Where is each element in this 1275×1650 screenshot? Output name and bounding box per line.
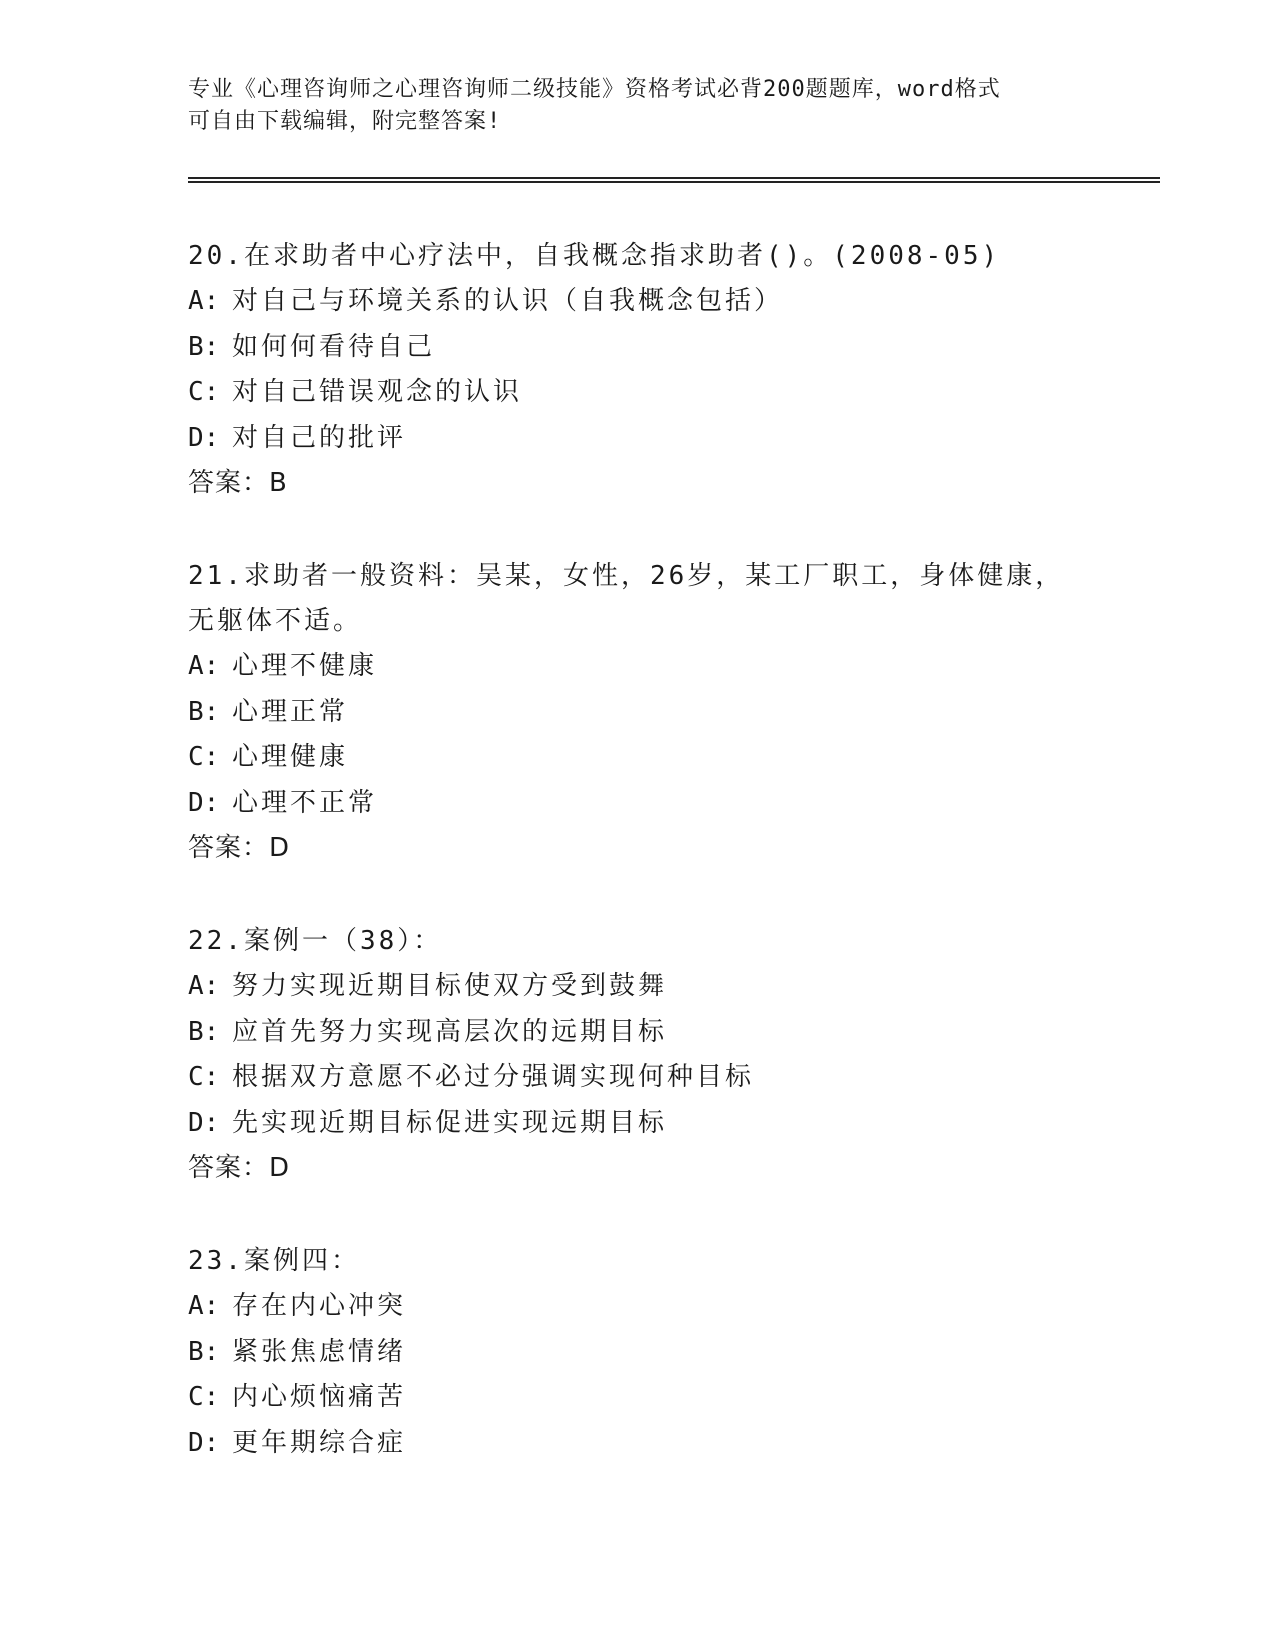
option-b <box>188 1010 1088 1056</box>
option-letter: B: <box>188 696 220 727</box>
option-text: 努力实现近期目标使双方受到鼓舞 <box>232 971 668 1001</box>
option-c <box>188 1055 1088 1101</box>
option-letter: B: <box>188 1336 220 1367</box>
option-letter: C: <box>188 742 220 772</box>
option-text: 存在内心冲突 <box>232 1291 407 1321</box>
option-text: 先实现近期目标促进实现远期目标 <box>232 1107 668 1138</box>
option-text: 对自己的批评 <box>232 422 407 453</box>
option-letter: A: <box>188 971 220 1001</box>
option-text: 紧张焦虑情绪 <box>232 1336 407 1367</box>
option-letter: D: <box>188 422 220 453</box>
option-d <box>188 1421 1088 1467</box>
header-divider <box>188 177 1160 183</box>
option-a <box>188 964 1088 1010</box>
option-text: 如何何看待自己 <box>232 331 436 362</box>
option-d <box>188 781 1088 827</box>
option-b <box>188 325 1088 371</box>
option-text: 更年期综合症 <box>232 1427 407 1458</box>
question-stem: 23.案例四： <box>188 1246 360 1276</box>
option-c <box>188 1375 1088 1421</box>
header-title-line-2: 可自由下载编辑，附完整答案! <box>188 109 502 134</box>
option-letter: B: <box>188 331 220 362</box>
option-text: 心理不健康 <box>232 651 378 681</box>
option-letter: C: <box>188 1382 220 1412</box>
option-b <box>188 690 1088 736</box>
option-c <box>188 370 1088 416</box>
option-letter: A: <box>188 651 220 681</box>
option-text: 心理不正常 <box>232 787 378 818</box>
option-letter: A: <box>188 1291 220 1321</box>
question-stem: 21.求助者一般资料：吴某，女性，26岁，某工厂职工，身体健康，无躯体不适。 <box>188 561 1065 636</box>
option-letter: A: <box>188 286 220 316</box>
question-stem: 20.在求助者中心疗法中，自我概念指求助者()。(2008-05) <box>188 241 1001 271</box>
option-a <box>188 644 1088 690</box>
question-20 <box>188 234 1088 506</box>
option-text: 心理健康 <box>232 742 349 772</box>
answer-line: 答案：D <box>188 833 291 863</box>
option-text: 心理正常 <box>232 696 349 727</box>
option-d <box>188 1101 1088 1147</box>
option-letter: B: <box>188 1016 220 1047</box>
option-letter: C: <box>188 1062 220 1092</box>
option-a <box>188 279 1088 325</box>
option-letter: D: <box>188 787 220 818</box>
question-21 <box>188 554 1088 871</box>
question-22 <box>188 919 1088 1191</box>
option-text: 根据双方意愿不必过分强调实现何种目标 <box>232 1062 755 1092</box>
option-b <box>188 1330 1088 1376</box>
option-text: 内心烦恼痛苦 <box>232 1382 407 1412</box>
option-c <box>188 735 1088 781</box>
document-header <box>188 74 1068 138</box>
option-letter: D: <box>188 1427 220 1458</box>
question-list <box>188 234 1088 1466</box>
option-a <box>188 1284 1088 1330</box>
option-text: 应首先努力实现高层次的远期目标 <box>232 1016 668 1047</box>
question-23 <box>188 1239 1088 1466</box>
option-letter: C: <box>188 377 220 407</box>
option-text: 对自己错误观念的认识 <box>232 377 523 407</box>
option-d <box>188 416 1088 462</box>
answer-line: 答案：D <box>188 1153 291 1183</box>
option-letter: D: <box>188 1107 220 1138</box>
question-stem: 22.案例一（38）： <box>188 926 443 956</box>
answer-line: 答案：B <box>188 468 288 498</box>
header-title-line-1: 专业《心理咨询师之心理咨询师二级技能》资格考试必背200题题库，word格式 <box>188 77 1001 102</box>
option-text: 对自己与环境关系的认识（自我概念包括） <box>232 286 784 316</box>
